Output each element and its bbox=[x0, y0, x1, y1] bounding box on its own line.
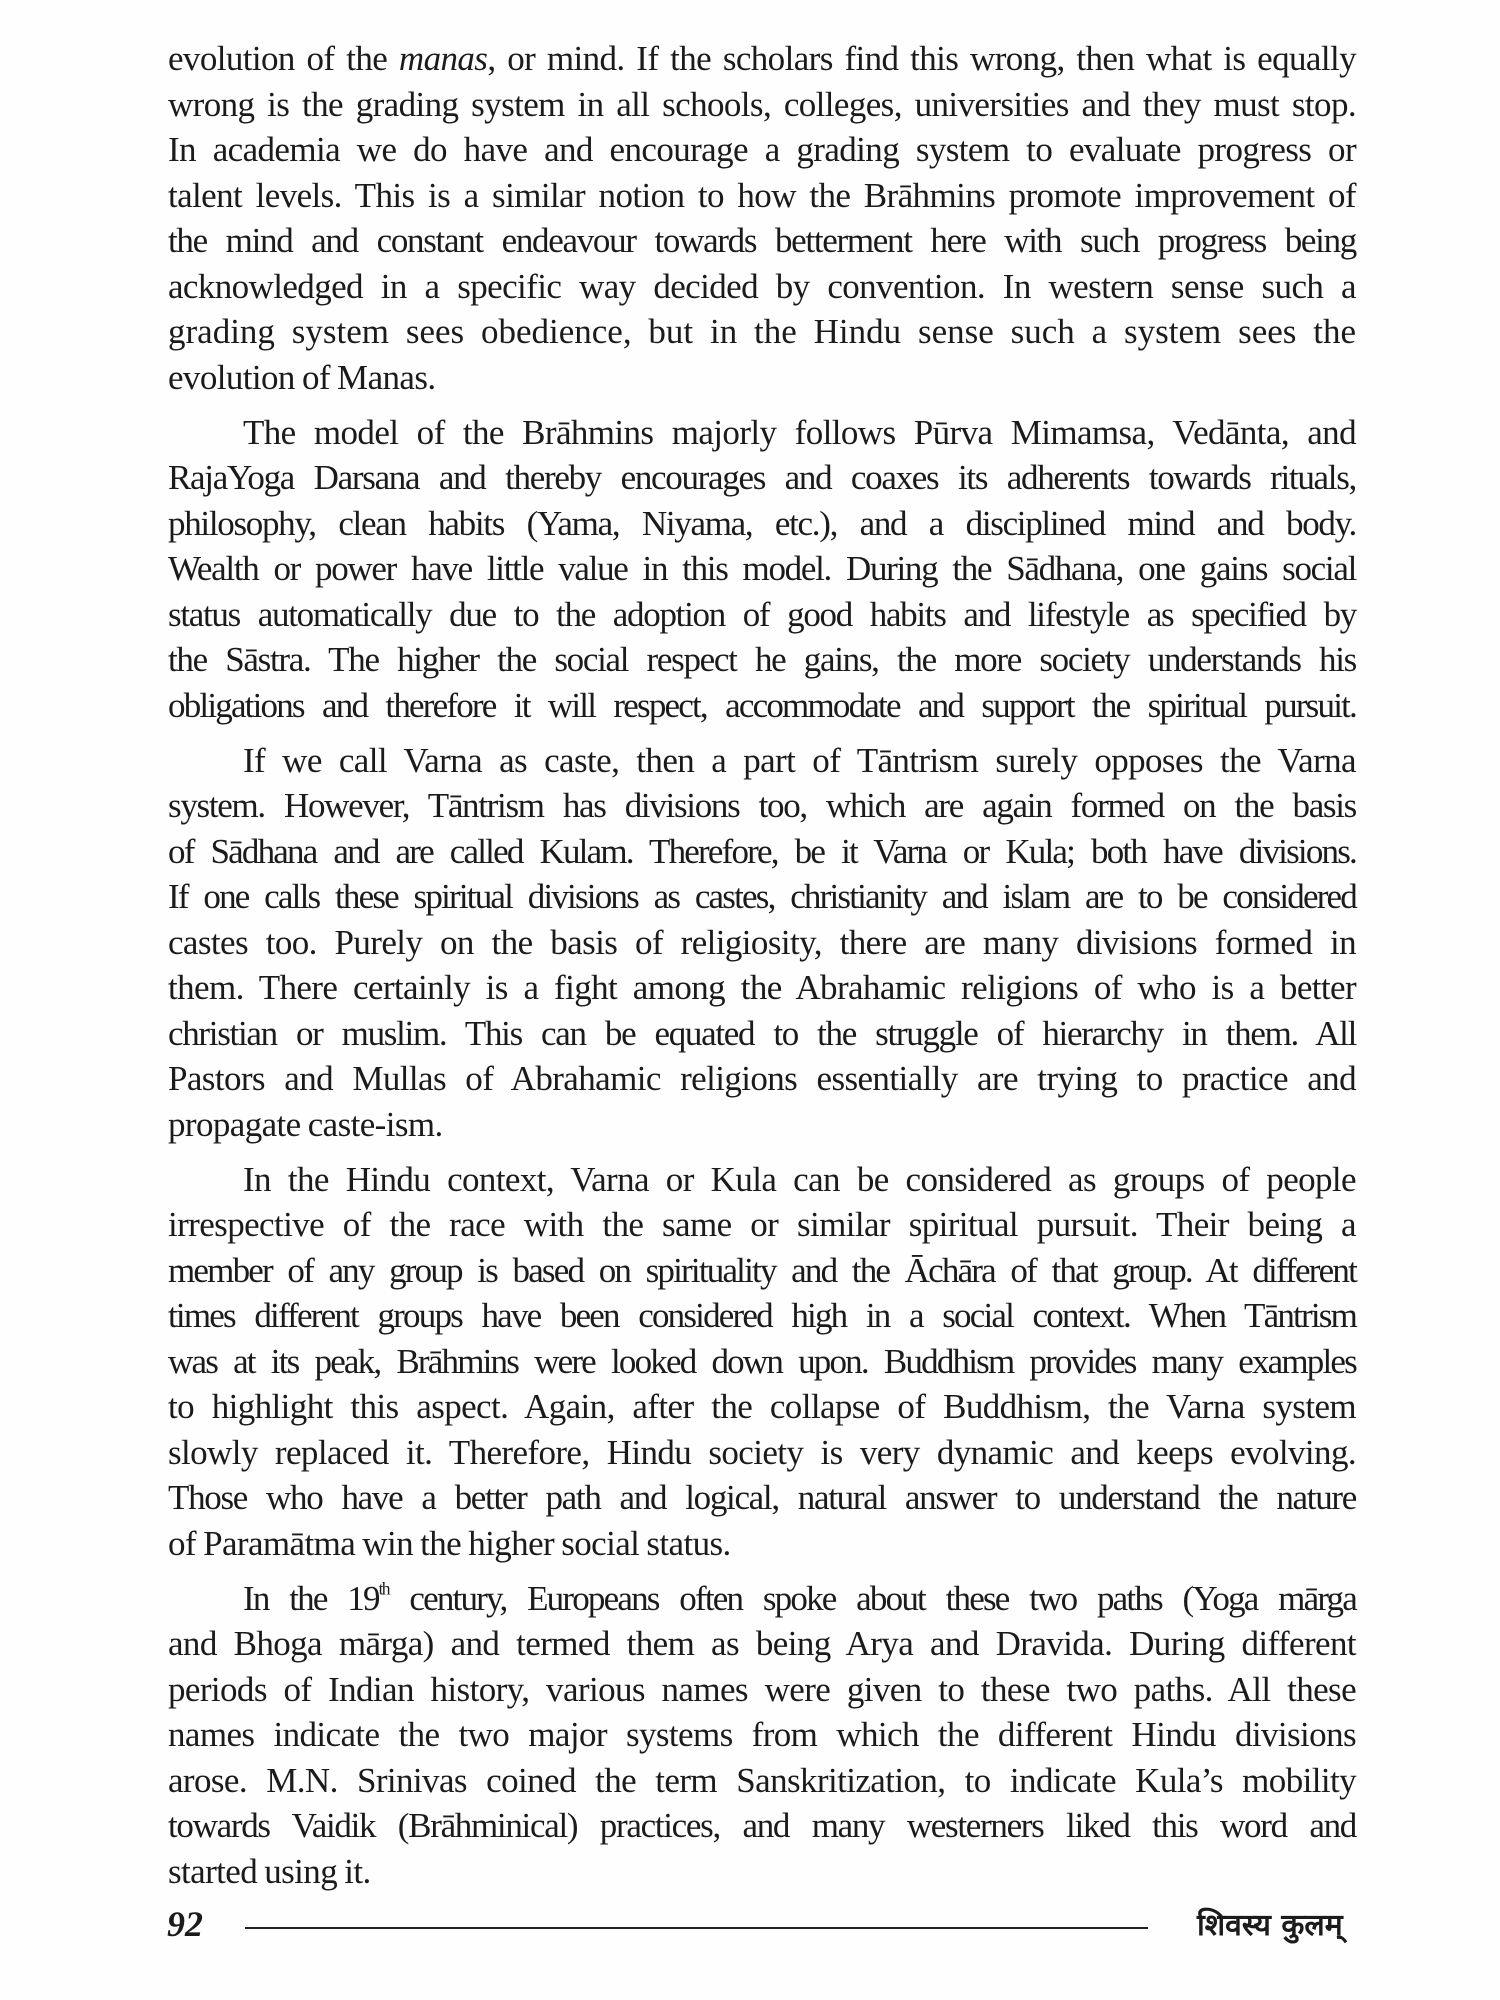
text-line: started using it. bbox=[168, 1851, 371, 1891]
text-line: to highlight this aspect. Again, after the collapse of Buddhism, the Varna system bbox=[168, 1387, 1356, 1426]
text-line: wrong is the grading system in all schools, colleges, universities and they must stop. bbox=[168, 84, 1356, 124]
running-title: शिवस्य कुलम् bbox=[1197, 1908, 1343, 1943]
italic-term: manas bbox=[398, 39, 488, 78]
text-line: towards Vaidik (Brāhminical) practices, and many westerners liked this word and bbox=[168, 1806, 1356, 1845]
text-line: of Paramātma win the higher social status. bbox=[168, 1523, 731, 1563]
text-line: the Sāstra. The higher the social respect he gains, the more society understands his bbox=[168, 640, 1356, 679]
ordinal-superscript: th bbox=[378, 1577, 389, 1598]
text-line: arose. M.N. Srinivas coined the term Sanskritization, to indicate Kula’s mobility bbox=[168, 1760, 1356, 1800]
text-line: christian or muslim. This can be equated to the struggle of hierarchy in them. All bbox=[168, 1013, 1356, 1053]
text-line: system. However, Tāntrism has divisions too, which are again formed on the basis bbox=[168, 786, 1356, 825]
text-line: and Bhoga mārga) and termed them as being Arya and Dravida. During different bbox=[168, 1624, 1356, 1663]
text-line: talent levels. This is a similar notion to how the Brāhmins promote improvement of bbox=[168, 175, 1356, 215]
text-line: castes too. Purely on the basis of religiosity, there are many divisions formed in bbox=[168, 922, 1356, 962]
paragraph-4 bbox=[168, 1157, 1356, 1567]
text-line: If one calls these spiritual divisions as castes, christianity and islam are to be considered bbox=[168, 877, 1356, 916]
text-line: was at its peak, Brāhmins were looked down upon. Buddhism provides many examples bbox=[168, 1341, 1356, 1381]
text-line: The model of the Brāhmins majorly follows Pūrva Mimamsa, Vedānta, and bbox=[243, 412, 1356, 452]
paragraph-3 bbox=[168, 738, 1356, 1148]
page-number: 92 bbox=[167, 1904, 203, 1944]
text-line: grading system sees obedience, but in the Hindu sense such a system sees the bbox=[168, 312, 1356, 351]
text-line: the mind and constant endeavour towards betterment here with such progress being bbox=[168, 221, 1356, 260]
paragraph-1 bbox=[168, 36, 1356, 400]
text-line: Those who have a better path and logical, natural answer to understand the nature bbox=[168, 1478, 1356, 1517]
text-line: If we call Varna as caste, then a part of Tāntrism surely opposes the Varna bbox=[243, 740, 1356, 780]
text-line: member of any group is based on spirituality and the Āchāra of that group. At different bbox=[168, 1250, 1356, 1290]
text-line: acknowledged in a specific way decided by convention. In western sense such a bbox=[168, 266, 1356, 306]
text-line: evolution of Manas. bbox=[168, 357, 436, 397]
text-line: philosophy, clean habits (Yama, Niyama, etc.), and a disciplined mind and body. bbox=[168, 503, 1356, 543]
text-line: slowly replaced it. Therefore, Hindu society is very dynamic and keeps evolving. bbox=[168, 1432, 1356, 1472]
text-line: RajaYoga Darsana and thereby encourages and coaxes its adherents towards rituals, bbox=[168, 458, 1356, 497]
text-line: In the Hindu context, Varna or Kula can be considered as groups of people bbox=[243, 1159, 1356, 1199]
text-line: propagate caste-ism. bbox=[168, 1104, 443, 1144]
text-line: Pastors and Mullas of Abrahamic religions essentially are trying to practice and bbox=[168, 1059, 1356, 1098]
text-line: evolution of the manas, or mind. If the scholars find this wrong, then what is equally bbox=[168, 39, 1356, 78]
text-line: times different groups have been considered high in a social context. When Tāntrism bbox=[168, 1296, 1356, 1335]
text-line: obligations and therefore it will respect, accommodate and support the spiritual pursuit. bbox=[168, 685, 1356, 725]
paragraph-5 bbox=[168, 1576, 1356, 1895]
page-footer bbox=[167, 1900, 1347, 1950]
text-line: periods of Indian history, various names were given to these two paths. All these bbox=[168, 1669, 1356, 1709]
text-line: Wealth or power have little value in this model. During the Sādhana, one gains social bbox=[168, 549, 1356, 588]
text-line: names indicate the two major systems from which the different Hindu divisions bbox=[168, 1715, 1356, 1754]
body-text bbox=[168, 36, 1356, 1904]
text-line: In academia we do have and encourage a grading system to evaluate progress or bbox=[168, 130, 1356, 169]
text-line: irrespective of the race with the same or similar spiritual pursuit. Their being a bbox=[168, 1205, 1356, 1244]
paragraph-2 bbox=[168, 410, 1356, 729]
text-line: In the 19th century, Europeans often spoke about these two paths (Yoga mārga bbox=[243, 1577, 1356, 1618]
text-line: them. There certainly is a fight among the Abrahamic religions of who is a better bbox=[168, 968, 1356, 1007]
text-line: status automatically due to the adoption of good habits and lifestyle as specified by bbox=[168, 594, 1356, 634]
text-line: of Sādhana and are called Kulam. Therefore, be it Varna or Kula; both have divisions. bbox=[168, 831, 1356, 871]
footer-rule bbox=[245, 1927, 1148, 1929]
